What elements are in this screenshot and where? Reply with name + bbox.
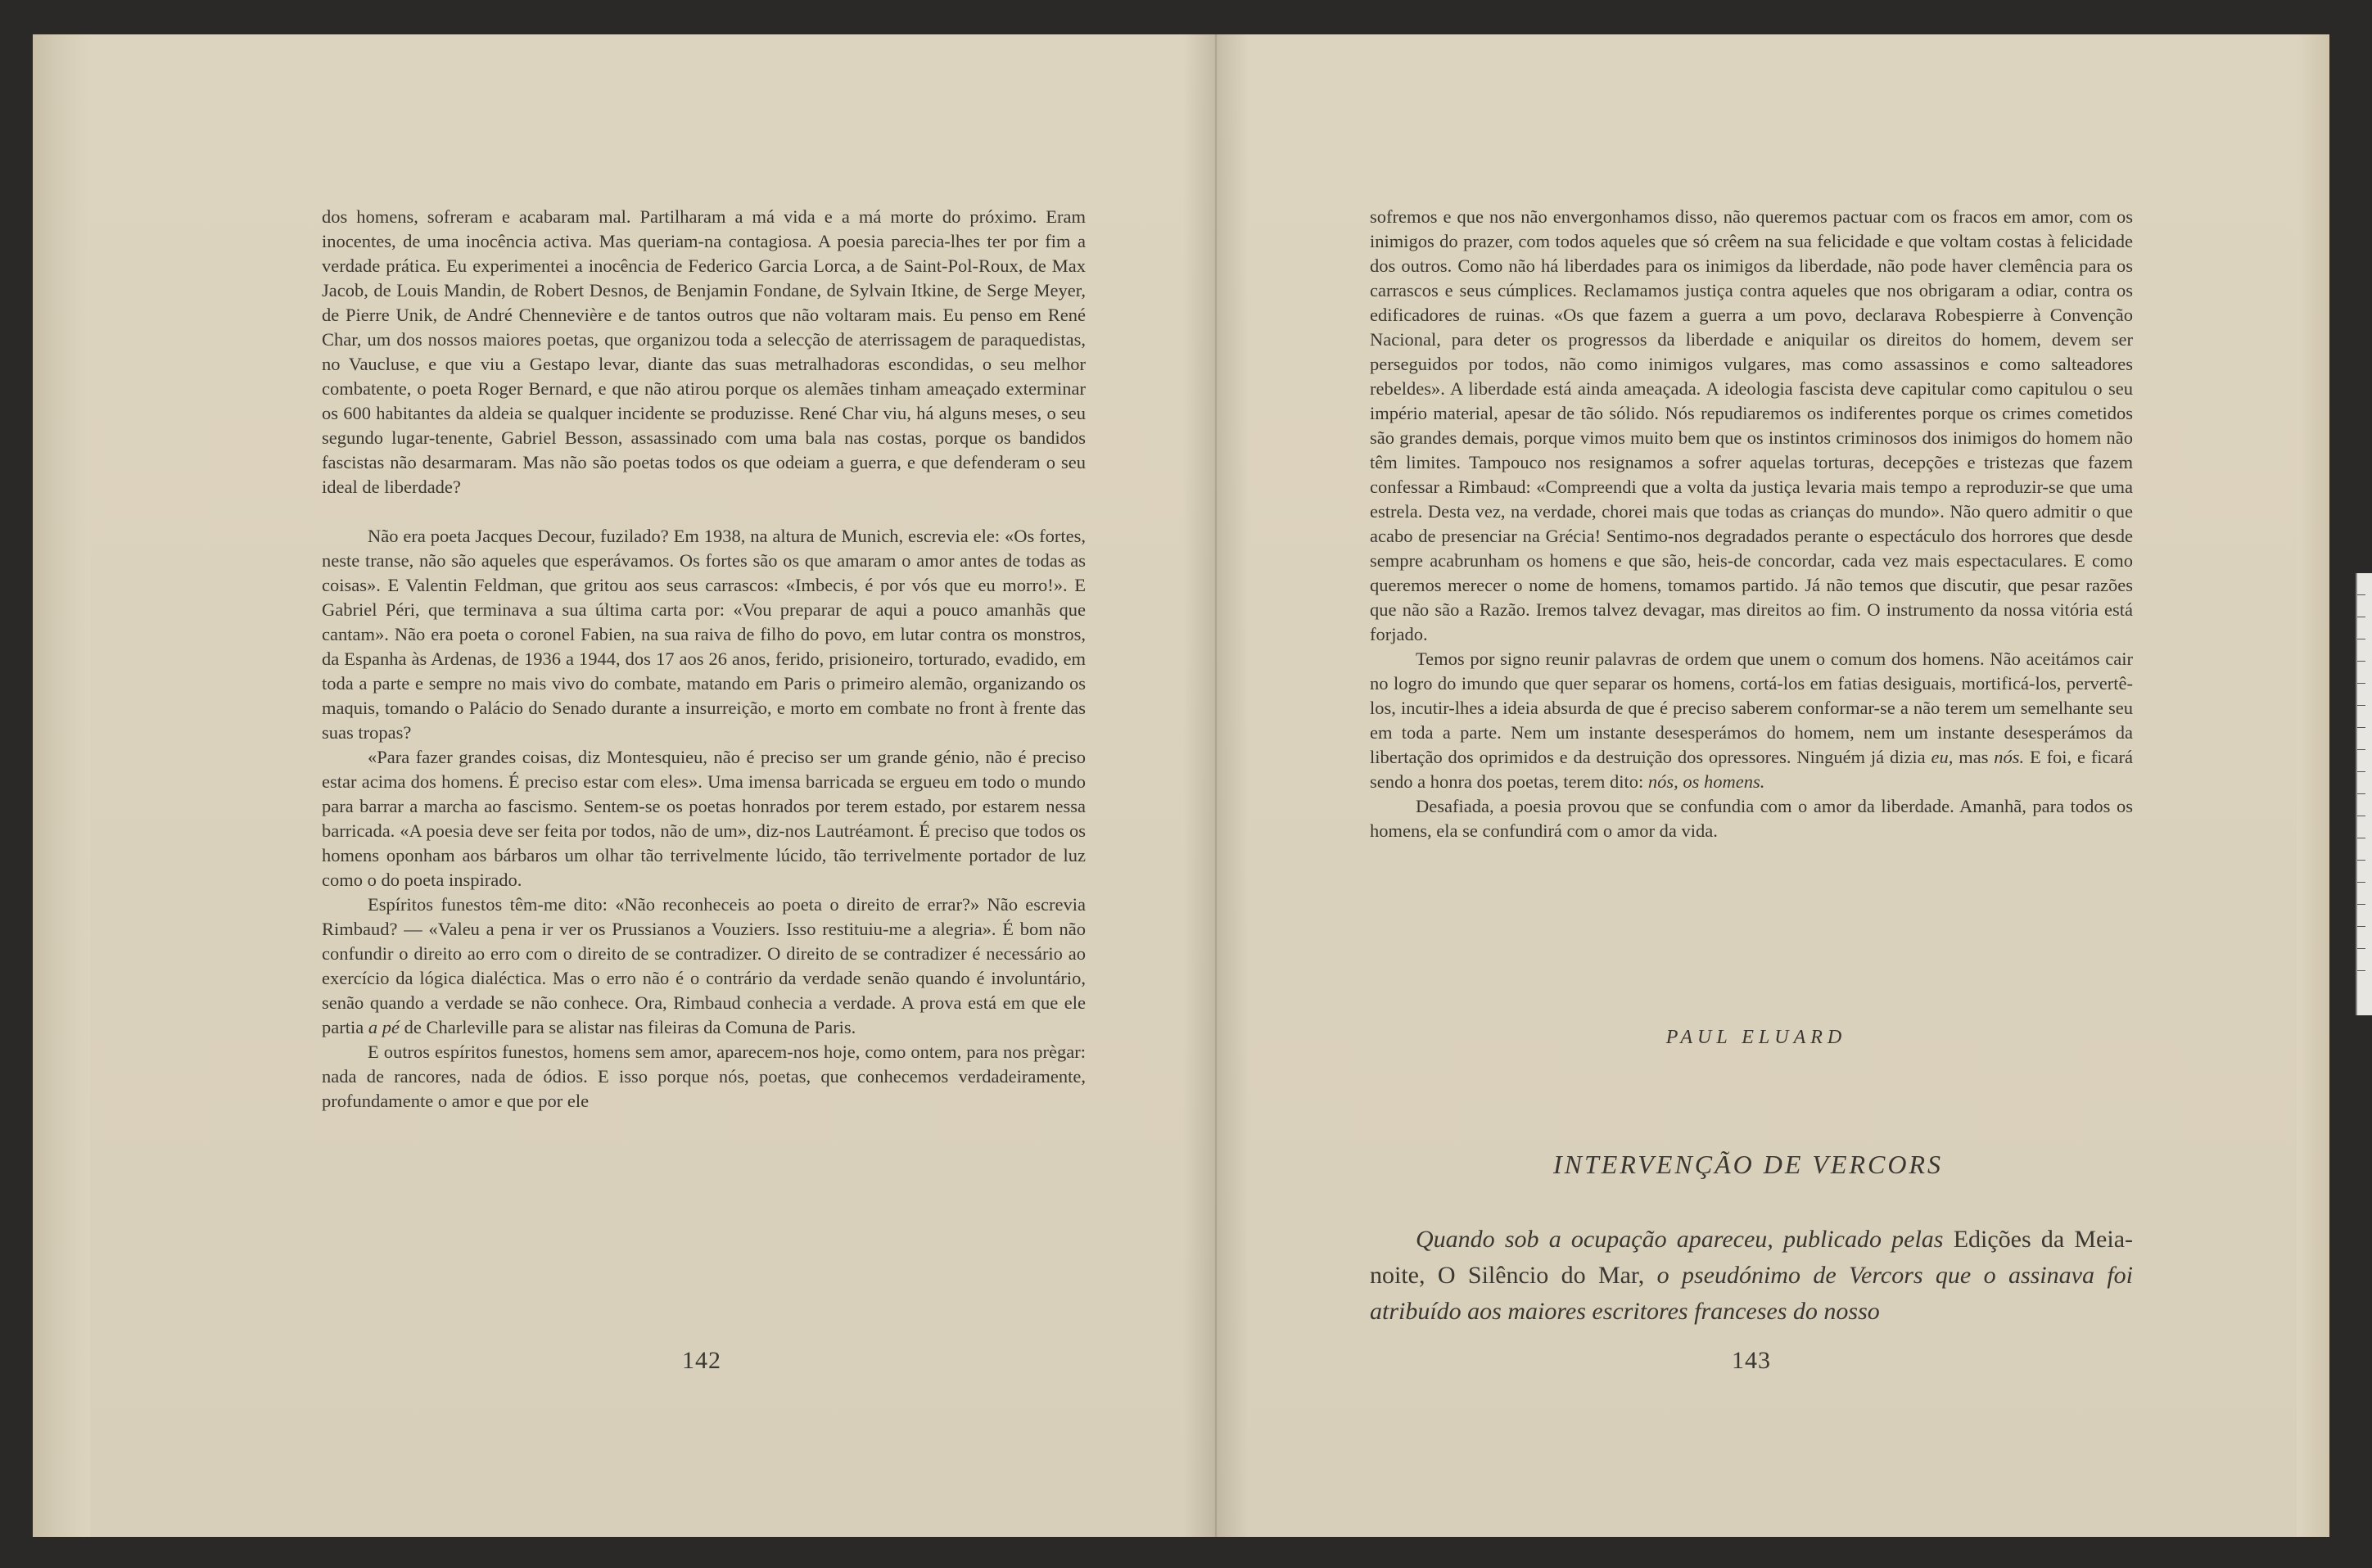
paragraph: Não era poeta Jacques Decour, fuzilado? Em 1938, na altura de Munich, escrevia ele: «Os fortes, neste transe, não são aqueles que esperávamos. Os fortes são os que amaram o amor antes de todas as coisas». E Valentin Feldman, que gritou aos seus carrascos: «Imbecis, é por vós que eu morro!». E Gabriel Péri, que terminava a sua última carta por: «Vou preparar de aqui a pouco amanhãs que cantam». Não era poeta o coronel Fabien, na sua raiva de filho do povo, em lutar contra os monstros, da Espanha às Ardenas, de 1936 a 1944, dos 17 aos 26 anos, ferido, prisioneiro, torturado, evadido, em toda a parte e sempre no mais vivo do combate, matando em Paris o primeiro alemão, organizando os maquis, tomando o Palácio do Senado durante a insurreição, e morto em combate no front à frente das suas tropas? [322, 526, 1086, 743]
paragraph [322, 892, 1086, 1040]
page-number: 142 [682, 1347, 721, 1374]
italic-text: o pseudónimo de Vercors que o assinava foi atribuído aos maiores escritores franceses do nosso [1370, 1262, 2133, 1325]
right-page-text [1370, 205, 2133, 843]
italic-text: Quando sob a ocupação apareceu, publicado pelas [1416, 1226, 1944, 1253]
scale-ruler [2356, 573, 2372, 1015]
paragraph [1370, 647, 2133, 794]
paragraph-text: E foi, e ficará sendo a honra dos poetas, terem dito: [1370, 747, 2134, 792]
italic-text: eu, [1931, 747, 1954, 767]
section-title: INTERVENÇÃO DE VERCORS [1552, 1150, 1944, 1179]
open-book [33, 34, 2329, 1537]
intro-paragraph [1370, 1222, 2133, 1330]
left-page-text [322, 205, 1086, 1114]
paragraph-text: de Charleville para se alistar nas fileiras da Comuna de Paris. [404, 1017, 856, 1037]
paragraph: «Para fazer grandes coisas, diz Montesquieu, não é preciso ser um grande génio, não é preciso estar acima dos homens. É preciso estar com eles». Uma imensa barricada se ergueu em todo o mundo para barrar a marcha ao fascismo. Sentem-se os poetas honrados por terem estado, por estarem nessa barricada. «A poesia deve ser feita por todos, não de um», diz-nos Lautréamont. É preciso que todos os homens oponham aos bárbaros um olhar tão terrivelmente lúcido, tão terrivelmente portador de luz como o do poeta inspirado. [322, 747, 1086, 890]
paragraph: E outros espíritos funestos, homens sem amor, aparecem-nos hoje, como ontem, para nos prègar: nada de rancores, nada de ódios. E isso porque nós, poetas, que conhecemos verdadeiramente, profundamente o amor e que por ele [322, 1042, 1086, 1111]
section-intro [1370, 1222, 2133, 1330]
paragraph-text: Temos por signo reunir palavras de ordem que unem o comum dos homens. Não aceitámos cair no logro do imundo que quer separar os homens, cortá-los em fatias desiguais, mortificá-los, pervertê-los, incutir-lhes a ideia absurda de que é preciso saberem conformar-se a não terem um semelhante seu em toda a parte. Nem um instante desesperámos do homem, nem um instante desesperámos da libertação dos oprimidos e da destruição dos opressores. Ninguém já dizia [1370, 648, 2133, 767]
paragraph-text: mas [1959, 747, 1989, 767]
paragraph: sofremos e que nos não envergonhamos disso, não queremos pactuar com os fracos em amor, com os inimigos do prazer, com todos aqueles que só crêem na sua felicidade e que voltam costas à felicidade dos outros. Como não há liberdades para os inimigos da liberdade, não pode haver clemência para os carrascos e seus cúmplices. Reclamamos justiça contra aqueles que nos obrigaram a odiar, contra os edificadores de ruinas. «Os que fazem a guerra a um povo, declarava Robespierre à Convenção Nacional, para deter os progressos da liberdade e aniquilar os direitos do homem, devem ser perseguidos por todos, não como inimigos vulgares, mas como assassinos e como salteadores rebeldes». A liberdade está ainda ameaçada. A ideologia fascista deve capitular como capitulou o seu império material, apesar de tão sólido. Nós repudiaremos os indiferentes porque os crimes cometidos são grandes demais, porque vimos muito bem que os instintos criminosos dos inimigos do homem não têm limites. Tampouco nos resignamos a sofrer aquelas torturas, decepções e tristezas que fazem confessar a Rimbaud: «Compreendi que a volta da justiça levaria mais tempo a reproduzir-se que uma estrela. Desta vez, na verdade, chorei mais que todas as crianças do mundo». Não quero admitir o que acabo de presenciar na Grécia! Sentimo-nos degradados perante o espectáculo dos horrores que desde sempre acabrunham os homens e que são, heis-de concordar, cada vez mais espectaculares. E como queremos merecer o nome de homens, tomamos partido. Já não temos que discutir, que pesar razões que não são a Razão. Iremos talvez devagar, mas direitos ao fim. O instrumento da nossa vitória está forjado. [1370, 206, 2133, 644]
italic-text: nós, os homens. [1647, 771, 1765, 792]
author-signature: PAUL ELUARD [1665, 1027, 1847, 1048]
paragraph: Desafiada, a poesia provou que se confundia com o amor da liberdade. Amanhã, para todos os homens, ela se confundirá com o amor da vida. [1370, 796, 2133, 841]
right-page [1216, 34, 2329, 1537]
left-page [33, 34, 1216, 1537]
paragraph: dos homens, sofreram e acabaram mal. Partilharam a má vida e a má morte do próximo. Eram inocentes, de uma inocência activa. Mas queriam-na contagiosa. A poesia parecia-lhes ter por fim a verdade prática. Eu experimentei a inocência de Federico Garcia Lorca, a de Saint-Pol-Roux, de Max Jacob, de Louis Mandin, de Robert Desnos, de Benjamin Fondane, de Sylvain Itkine, de Serge Meyer, de Pierre Unik, de André Chennevière e de tantos outros que não voltaram mais. Eu penso em René Char, um dos nossos maiores poetas, que organizou toda a selecção de aterrissagem de paraquedistas, no Vaucluse, e que viu a Gestapo levar, diante das suas metralhadoras escondidas, o seu melhor combatente, o poeta Roger Bernard, e que não atirou porque os alemães tinham ameaçado exterminar os 600 habitantes da aldeia se qualquer incidente se produzisse. René Char viu, há alguns meses, o seu segundo lugar-tenente, Gabriel Besson, assassinado com uma bala nas costas, porque os bandidos fascistas não desarmaram. Mas não são poetas todos os que odeiam a guerra, e que defenderam o seu ideal de liberdade? [322, 206, 1086, 497]
book-gutter [1183, 34, 1249, 1537]
italic-text: nós. [1994, 747, 2025, 767]
paragraph-text: Espíritos funestos têm-me dito: «Não reconheceis ao poeta o direito de errar?» Não escrevia Rimbaud? — «Valeu a pena ir ver os Prussianos a Vouziers. Isso restituiu-me a alegria». É bom não confundir o direito ao erro com o direito de se contradizer. O direito de se contradizer é necessário ao exercício da lógica dialéctica. Mas o erro não é o contrário da verdade senão quando é involuntário, senão quando a verdade se não conhece. Ora, Rimbaud conhecia a verdade. A prova está em que ele partia [322, 894, 1086, 1037]
page-number: 143 [1732, 1347, 1771, 1374]
paragraph-text: Edições da Meia-noite, O Silêncio do Mar, [1370, 1226, 2133, 1289]
italic-text: a pé [368, 1017, 400, 1037]
